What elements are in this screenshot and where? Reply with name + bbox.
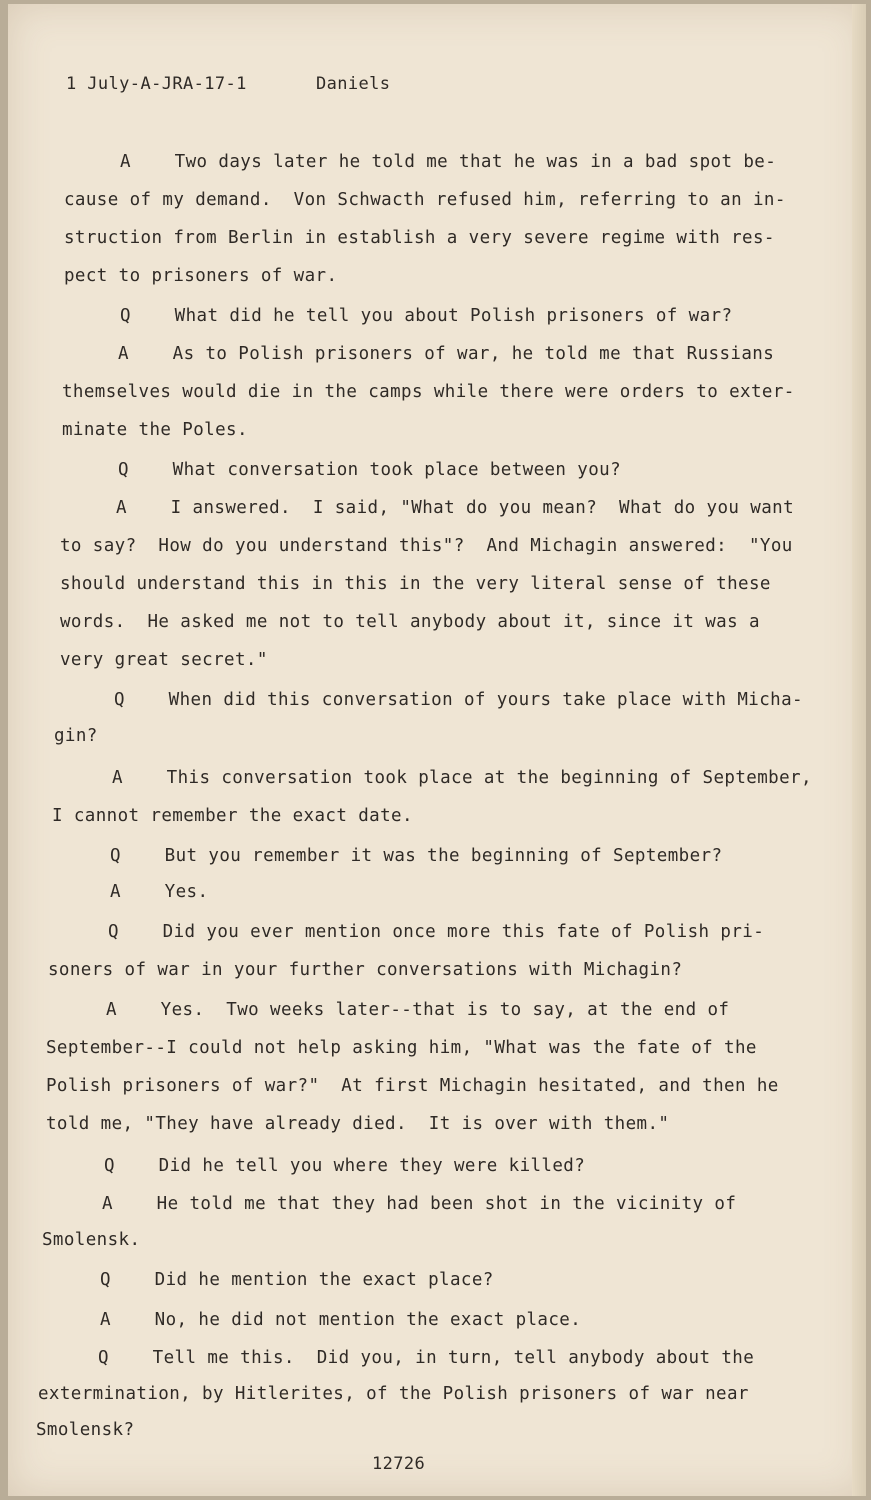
text-line: Q What conversation took place between you?: [118, 460, 622, 480]
text-line: themselves would die in the camps while there were orders to exter-: [62, 382, 795, 402]
text-line: struction from Berlin in establish a very severe regime with res-: [64, 228, 775, 248]
text-line: A He told me that they had been shot in the vicinity of: [102, 1194, 737, 1214]
text-line: very great secret.": [60, 650, 268, 670]
text-line: Q Did he tell you where they were killed?: [104, 1156, 586, 1176]
text-line: Q When did this conversation of yours take place with Micha-: [114, 690, 803, 710]
text-line: September--I could not help asking him, "What was the fate of the: [46, 1038, 757, 1058]
text-line: A Two days later he told me that he was in a bad spot be-: [120, 152, 777, 172]
text-line: minate the Poles.: [62, 420, 248, 440]
text-line: soners of war in your further conversations with Michagin?: [48, 960, 683, 980]
text-line: A Yes.: [110, 882, 209, 902]
header-code: 1 July-A-JRA-17-1: [66, 74, 247, 94]
text-line: Q Did you ever mention once more this fate of Polish pri-: [108, 922, 765, 942]
text-line: Q Tell me this. Did you, in turn, tell anybody about the: [98, 1348, 755, 1368]
text-line: A As to Polish prisoners of war, he told me that Russians: [118, 344, 775, 364]
text-line: words. He asked me not to tell anybody about it, since it was a: [60, 612, 760, 632]
text-line: I cannot remember the exact date.: [52, 806, 413, 826]
text-line: pect to prisoners of war.: [64, 266, 338, 286]
text-line: A This conversation took place at the beginning of September,: [112, 768, 812, 788]
document-page: [8, 4, 866, 1496]
text-line: Smolensk.: [42, 1230, 141, 1250]
page-edge-shadow: [852, 4, 866, 1496]
text-line: A I answered. I said, "What do you mean? What do you want: [116, 498, 795, 518]
text-line: Q What did he tell you about Polish prisoners of war?: [120, 306, 733, 326]
text-line: Q Did he mention the exact place?: [100, 1270, 494, 1290]
text-line: to say? How do you understand this"? And Michagin answered: "You: [60, 536, 793, 556]
page-number: 12726: [372, 1454, 426, 1474]
text-line: told me, "They have already died. It is over with them.": [46, 1114, 670, 1134]
text-line: A No, he did not mention the exact place.: [100, 1310, 582, 1330]
text-line: gin?: [54, 726, 98, 746]
header-name: Daniels: [316, 74, 391, 94]
text-line: Polish prisoners of war?" At first Michagin hesitated, and then he: [46, 1076, 779, 1096]
text-line: should understand this in this in the very literal sense of these: [60, 574, 771, 594]
text-line: Smolensk?: [36, 1420, 135, 1440]
text-line: cause of my demand. Von Schwacth refused him, referring to an in-: [64, 190, 786, 210]
text-line: Q But you remember it was the beginning of September?: [110, 846, 723, 866]
text-line: extermination, by Hitlerites, of the Polish prisoners of war near: [38, 1384, 749, 1404]
text-line: A Yes. Two weeks later--that is to say, at the end of: [106, 1000, 730, 1020]
